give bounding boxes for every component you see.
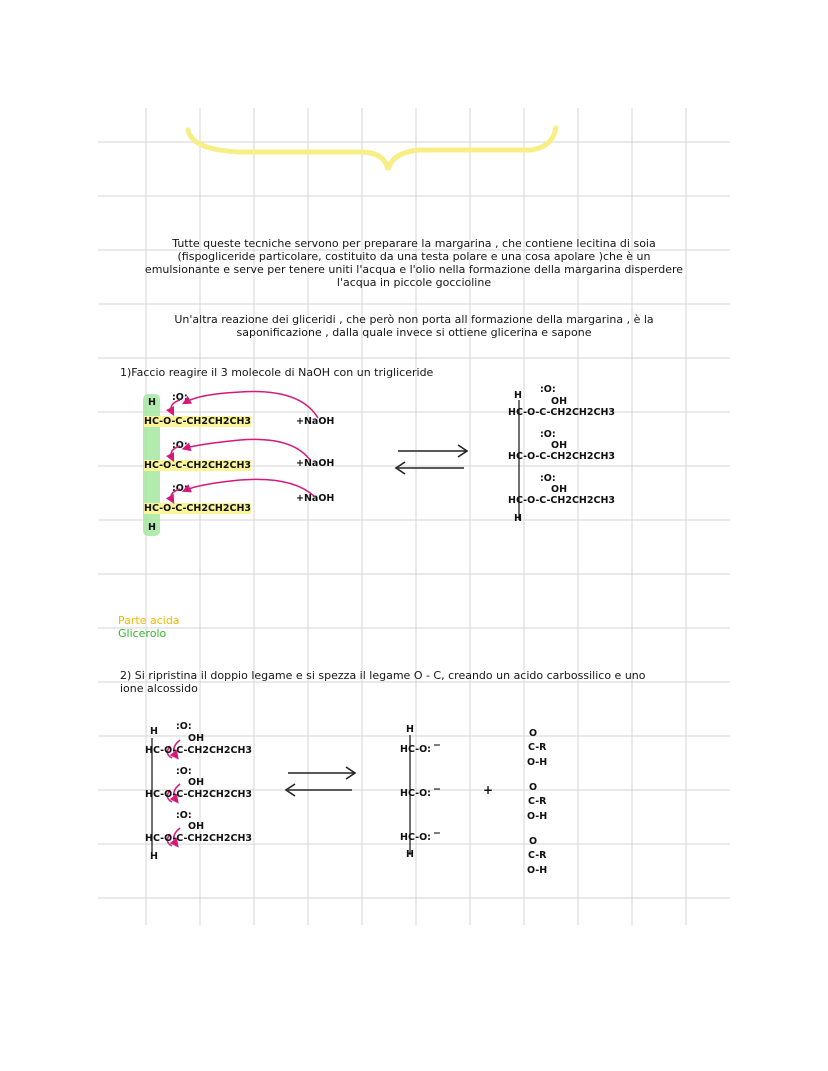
step1-left-row-2: HC-O-C-CH2CH2CH3 bbox=[144, 460, 252, 471]
attack-arrow-1 bbox=[186, 392, 318, 418]
intro-line-4: l'acqua in piccole goccioline bbox=[336, 276, 492, 289]
acid-1-o: O bbox=[529, 728, 538, 739]
alkoxide-charge-1: − bbox=[432, 740, 441, 751]
step2-title-line-1: 2) Si ripristina il doppio legame e si spezza il legame O - C, creando un acido carbossilico e uno bbox=[120, 669, 646, 682]
step1-right-oxide-1: :O: bbox=[540, 384, 556, 395]
step1-left-o-2: :O: bbox=[172, 440, 188, 451]
step1-title: 1)Faccio reagire il 3 molecole di NaOH con un trigliceride bbox=[120, 366, 434, 379]
step1-right-row-2: HC-O-C-CH2CH2CH3 bbox=[508, 451, 616, 462]
step1-right-row-3: HC-O-C-CH2CH2CH3 bbox=[508, 495, 616, 506]
step1-left-row-1: HC-O-C-CH2CH2CH3 bbox=[144, 416, 252, 427]
step1-right-oxide-3: :O: bbox=[540, 473, 556, 484]
curl-arrow-3 bbox=[171, 489, 180, 500]
naoh-reagent-1: +NaOH bbox=[296, 416, 335, 427]
step1-right-oxide-2: :O: bbox=[540, 429, 556, 440]
step2-left-oh-1: OH bbox=[188, 733, 205, 744]
alkoxide-charge-3: − bbox=[432, 828, 441, 839]
naoh-reagent-3: +NaOH bbox=[296, 493, 335, 504]
step1-right-oh-3: OH bbox=[551, 484, 568, 495]
alkoxide-row-2: HC-O: − bbox=[400, 784, 441, 799]
step2-left-row-3: HC-O-C-CH2CH2CH3 bbox=[145, 833, 253, 844]
legend-acid-part: Parte acida bbox=[118, 614, 180, 627]
plus-sign: + bbox=[483, 783, 494, 797]
sapon-line-2: saponificazione , dalla quale invece si ottiene glicerina e sapone bbox=[236, 326, 592, 339]
intro-line-1: Tutte queste tecniche servono per preparare la margarina , che contiene lecitina di soia bbox=[172, 237, 656, 250]
step2-left-top-h: H bbox=[150, 726, 158, 737]
step2-left-oxide-2: :O: bbox=[176, 766, 192, 777]
step2-left-oh-3: OH bbox=[188, 821, 205, 832]
curl-arrow-2 bbox=[171, 446, 180, 458]
attack-arrow-2 bbox=[186, 439, 310, 460]
alkoxide-row-3: HC-O: − bbox=[400, 828, 441, 843]
sapon-line-1: Un'altra reazione dei gliceridi , che però non porta all formazione della margarina , è la bbox=[174, 313, 654, 326]
step1-right-bottom-h: H bbox=[514, 513, 522, 524]
alkoxide-row-1: HC-O: − bbox=[400, 740, 441, 755]
intro-line-3: emulsionante e serve per tenere uniti l'acqua e l'olio nella formazione della margarina disperdere bbox=[144, 263, 684, 276]
step1-right-oh-1: OH bbox=[551, 396, 568, 407]
step1-right-oh-2: OH bbox=[551, 440, 568, 451]
acid-3-o: O bbox=[529, 836, 538, 847]
acid-3-oh: O-H bbox=[527, 865, 548, 876]
step1-left-o-3: :O: bbox=[172, 483, 188, 494]
step1-right-top-h: H bbox=[514, 390, 522, 401]
step2-left-oxide-1: :O: bbox=[176, 721, 192, 732]
acid-2-o: O bbox=[529, 782, 538, 793]
step2-title-line-2: ione alcossido bbox=[120, 682, 198, 695]
step1-left-bottom-h: H bbox=[148, 522, 156, 533]
step1-left-o-1: :O: bbox=[172, 392, 188, 403]
alkoxide-charge-2: − bbox=[432, 784, 441, 795]
step2-left-bottom-h: H bbox=[150, 851, 158, 862]
step1-left-top-h: H bbox=[148, 397, 156, 408]
step2-left-oh-2: OH bbox=[188, 777, 205, 788]
attack-arrow-3 bbox=[186, 479, 314, 496]
step2-left-oxide-3: :O: bbox=[176, 810, 192, 821]
acid-1-oh: O-H bbox=[527, 757, 548, 768]
alkoxide-bottom-h: H bbox=[406, 849, 414, 860]
legend-glycerol: Glicerolo bbox=[118, 627, 167, 640]
step1-right-row-1: HC-O-C-CH2CH2CH3 bbox=[508, 407, 616, 418]
curl-arrow-1 bbox=[171, 400, 180, 412]
step2-title bbox=[120, 669, 646, 695]
step2-left-row-1: HC-O-C-CH2CH2CH3 bbox=[145, 745, 253, 756]
naoh-reagent-2: +NaOH bbox=[296, 458, 335, 469]
acid-3-cr: C-R bbox=[528, 850, 547, 861]
alkoxide-top-h: H bbox=[406, 724, 414, 735]
acid-2-cr: C-R bbox=[528, 796, 547, 807]
acid-1-cr: C-R bbox=[528, 742, 547, 753]
step2-left-row-2: HC-O-C-CH2CH2CH3 bbox=[145, 789, 253, 800]
intro-line-2: (fispogliceride particolare, costituito da una testa polare e una cosa apolare )che è un bbox=[177, 250, 651, 263]
step1-left-row-3: HC-O-C-CH2CH2CH3 bbox=[144, 503, 252, 514]
acid-2-oh: O-H bbox=[527, 811, 548, 822]
